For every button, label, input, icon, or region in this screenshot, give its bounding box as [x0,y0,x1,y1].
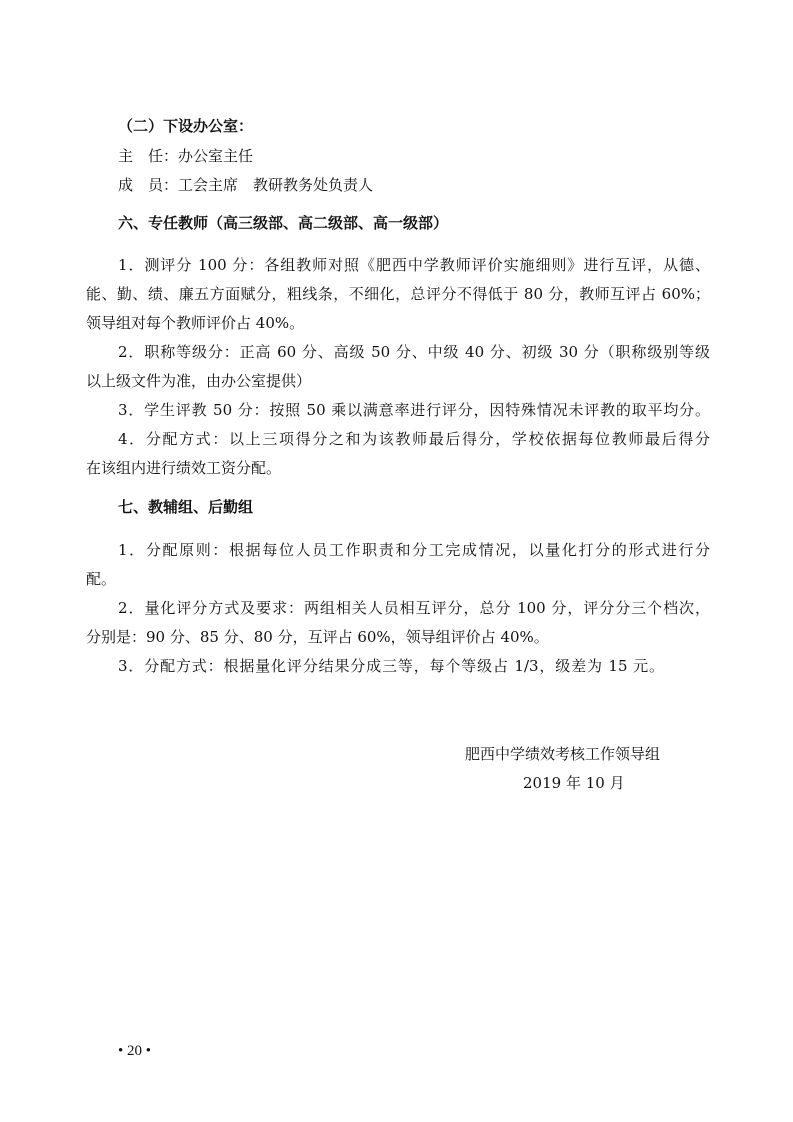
section6-p1-line3: 领导组对每个教师评价占 40%。 [86,314,305,332]
section6-heading: 六、专任教师（高三级部、高二级部、高一级部） [118,214,449,232]
section7-p2-line2: 分别是：90 分、85 分、80 分，互评占 60%，领导组评价占 40%。 [86,628,549,646]
section6-p2-line2: 以上级文件为准，由办公室提供） [86,372,312,390]
section7-p1-line1: 1．分配原则：根据每位人员工作职责和分工完成情况，以量化打分的形式进行分 [118,541,710,559]
section7-heading: 七、教辅组、后勤组 [118,498,254,516]
signature-org: 肥西中学绩效考核工作领导组 [465,745,661,763]
signature-date: 2019 年 10 月 [523,774,625,792]
section6-p4-line2: 在该组内进行绩效工资分配。 [86,459,282,477]
office-director: 主 任：办公室主任 [118,147,254,165]
page-number: • 20 • [118,1043,152,1059]
section6-p1-line1: 1．测评分 100 分：各组教师对照《肥西中学教师评价实施细则》进行互评，从德、 [118,256,710,274]
section6-p1-line2: 能、勤、绩、廉五方面赋分，粗线条，不细化，总评分不得低于 80 分，教师互评占 60%； [86,285,710,303]
section7-p3-line1: 3．分配方式：根据量化评分结果分成三等，每个等级占 1/3，级差为 15 元。 [118,657,664,675]
section7-p2-line1: 2．量化评分方式及要求：两组相关人员相互评分，总分 100 分，评分分三个档次， [118,599,710,617]
section6-p2-line1: 2．职称等级分：正高 60 分、高级 50 分、中级 40 分、初级 30 分（职称级别等级 [118,343,710,361]
section7-p1-line2: 配。 [86,570,117,588]
office-heading: （二）下设办公室： [118,117,254,135]
section6-p4-line1: 4．分配方式：以上三项得分之和为该教师最后得分，学校依据每位教师最后得分 [118,430,710,448]
office-members: 成 员：工会主席 教研教务处负责人 [118,176,374,194]
section6-p3-line1: 3．学生评教 50 分：按照 50 乘以满意率进行评分，因特殊情况未评教的取平均分。 [118,401,710,419]
